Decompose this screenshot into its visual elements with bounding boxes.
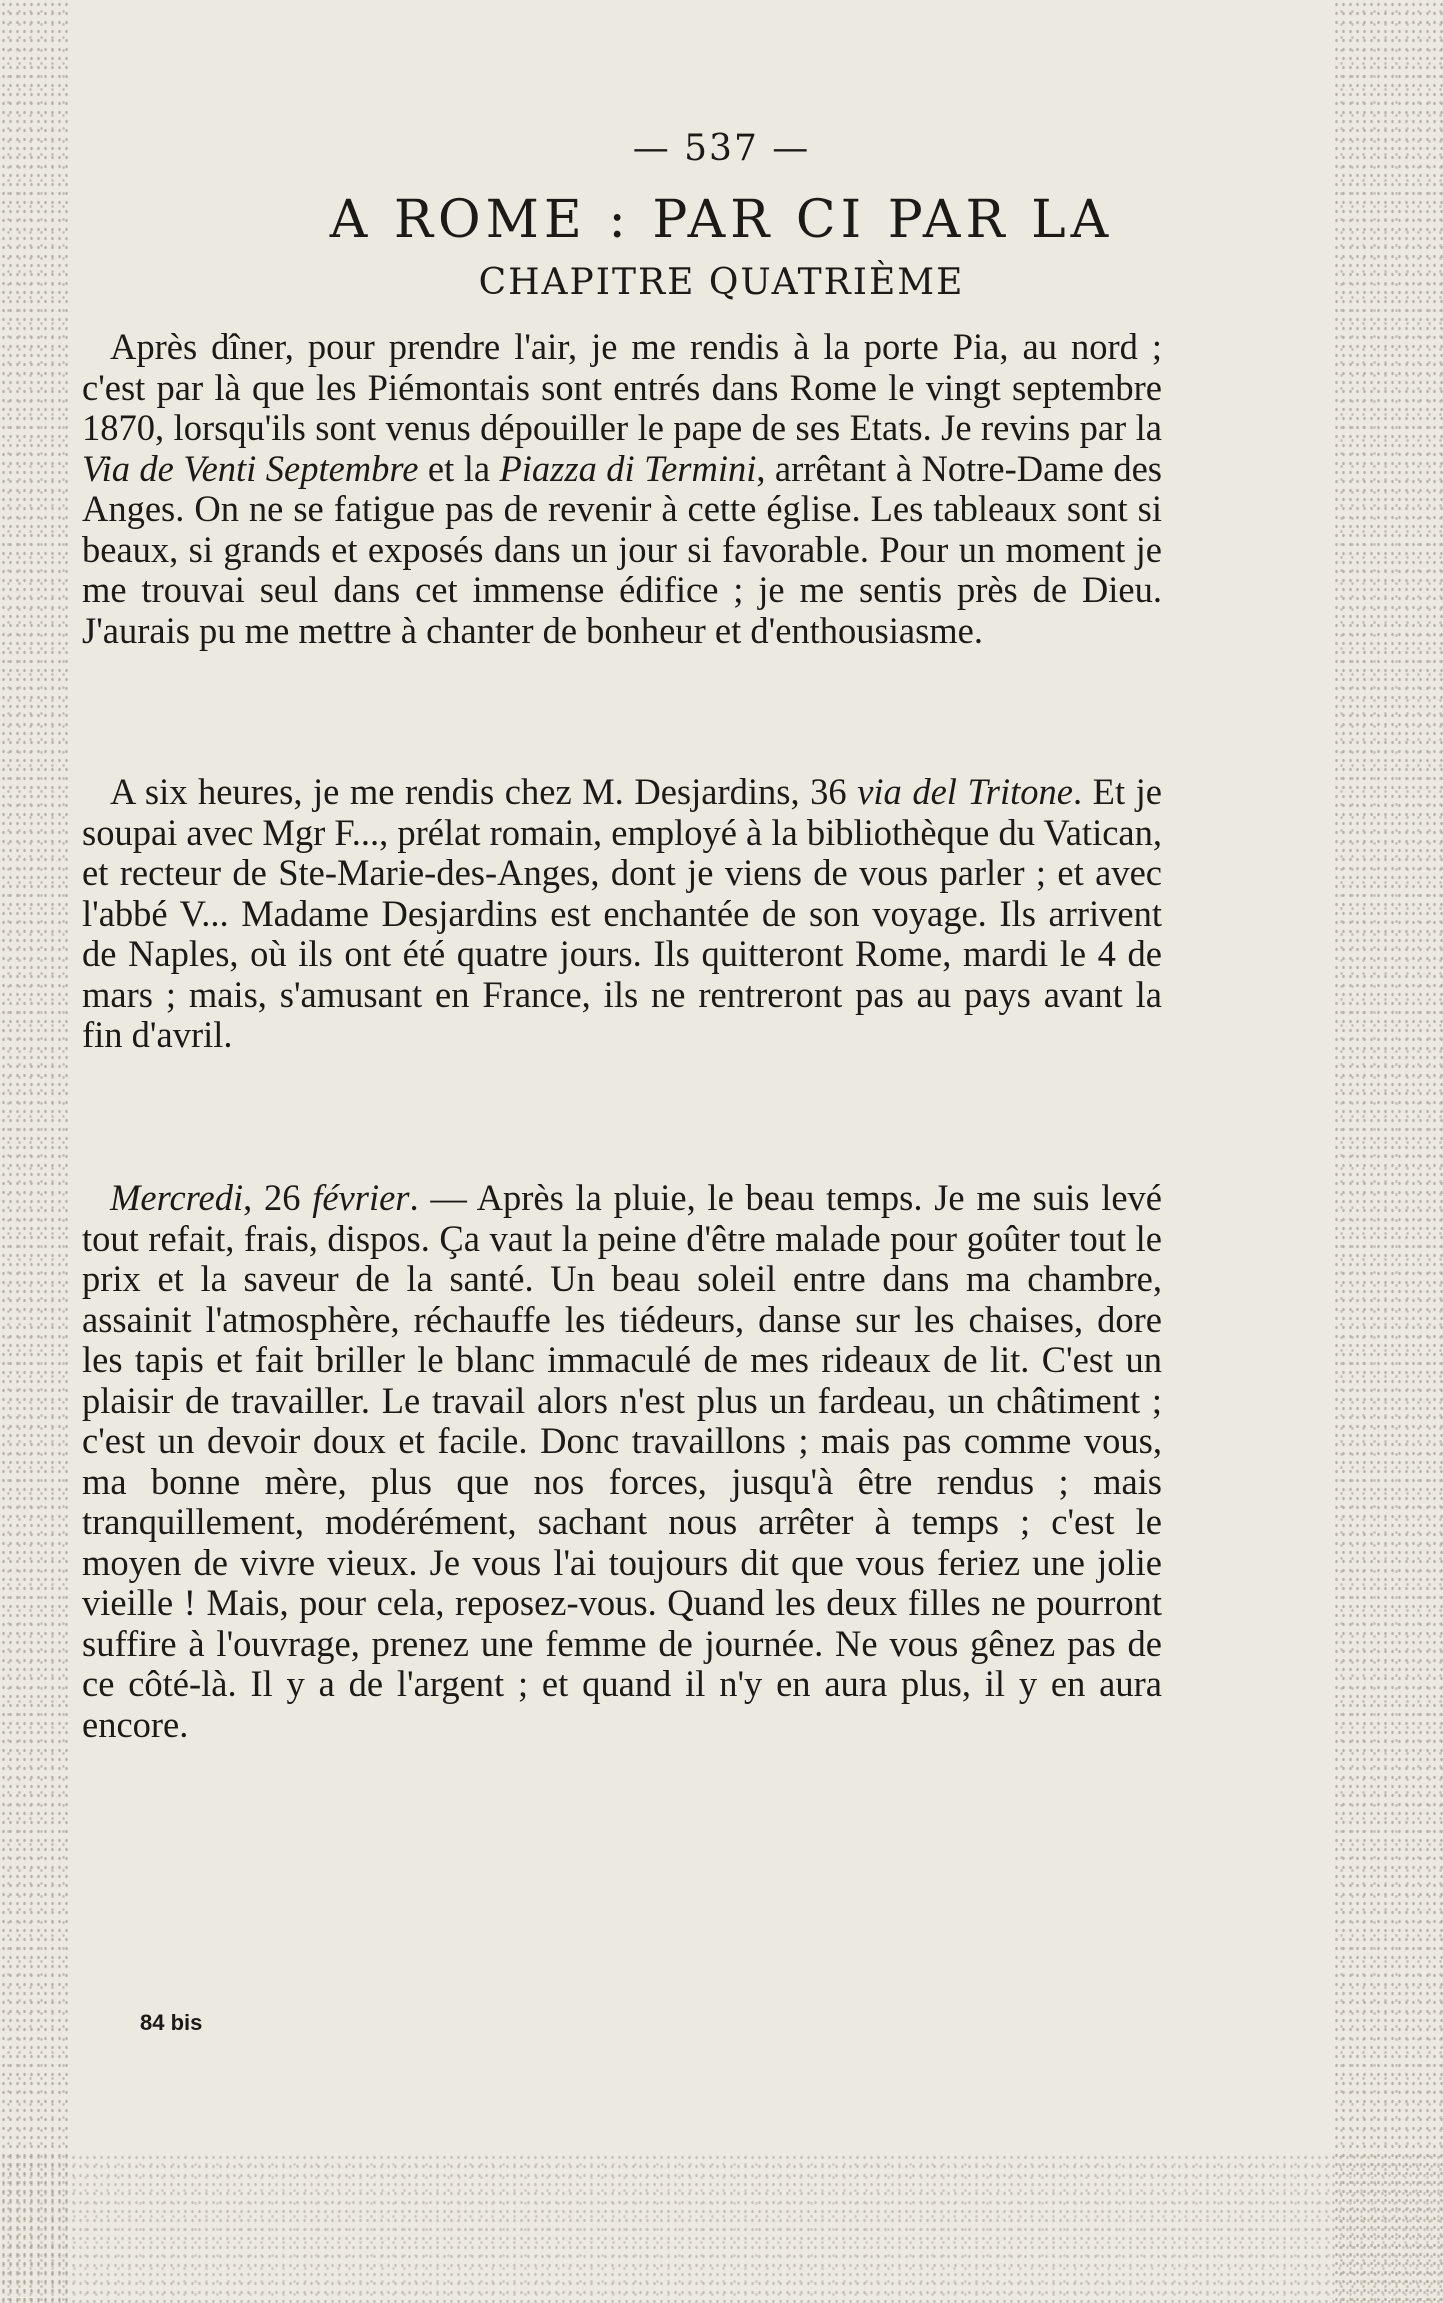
scan-noise-bottom xyxy=(0,2153,1443,2303)
italic-run: Mercredi xyxy=(110,1177,244,1218)
scan-noise-left xyxy=(0,0,70,2303)
paragraph-2 xyxy=(82,772,1162,1056)
paragraph-3 xyxy=(82,1178,1162,1745)
signature-mark: 84 bis xyxy=(140,2010,203,2035)
italic-run: février xyxy=(312,1177,410,1218)
scan-noise-right xyxy=(1333,0,1443,2303)
text-run: , arrêtant à Notre-Dame des Anges. On ne se fatigue pas de revenir à cette église. Les tableaux sont si beaux, si grands et exposés dans un jour si favorable. Pour un moment je me trouvai seul dans cet immense édifice ; je me sentis près de Dieu. J'aurais pu me mettre à chanter de bonheur et d'enthousiasme. xyxy=(82,447,1162,651)
text-run: . — Après la pluie, le beau temps. Je me suis levé tout refait, frais, dispos. Ça vaut la peine d'être malade pour goûter tout le prix et la saveur de la santé. Un beau soleil entre dans ma chambre, assainit l'atmosphère, réchauffe les tiédeurs, danse sur les chaises, dore les tapis et fait briller le blanc immaculé de mes rideaux de lit. C'est un plaisir de travailler. Le travail alors n'est plus un fardeau, un châtiment ; c'est un devoir doux et facile. Donc travaillons ; mais pas comme vous, ma bonne mère, plus que nos forces, jusqu'à être rendus ; mais tranquillement, modérément, sachant nous arrêter à temps ; c'est le moyen de vivre vieux. Je vous l'ai toujours dit que vous feriez une jolie vieille ! Mais, pour cela, reposez-vous. Quand les deux filles ne pourront suffire à l'ouvrage, prenez une femme de journée. Ne vous gênez pas de ce côté-là. Il y a de l'argent ; et quand il n'y en aura plus, il y en aura encore. xyxy=(82,1177,1163,1745)
chapter-heading: CHAPITRE QUATRIÈME xyxy=(478,262,965,303)
italic-run: via del Tritone xyxy=(857,771,1073,812)
italic-run: Via de Venti Septembre xyxy=(82,447,419,489)
page-number: — 537 — xyxy=(632,128,811,169)
text-run: . Et je soupai avec Mgr F..., prélat romain, employé à la bibliothèque du Vatican, et recteur de Ste-Marie-des-Anges, dont je viens de vous parler ; et avec l'abbé V... Madame Desjardins est enchantée de son voyage. Ils arrivent de Naples, où ils ont été quatre jours. Ils quitteront Rome, mardi le 4 de mars ; mais, s'amusant en France, ils ne rentreront pas au pays avant la fin d'avril. xyxy=(82,771,1163,1055)
text-run: Après dîner, pour prendre l'air, je me rendis à la porte Pia, au nord ; c'est par là que les Piémontais sont entrés dans Rome le vingt septembre 1870, lorsqu'ils sont venus dépouiller le pape de ses Etats. Je revins par la xyxy=(82,326,1162,448)
text-run: A six heures, je me rendis chez M. Desjardins, 36 xyxy=(110,771,858,812)
text-run: et la xyxy=(418,447,500,489)
page-title: A ROME : PAR CI PAR LA xyxy=(329,190,1114,250)
text-run: , 26 xyxy=(243,1177,313,1218)
italic-run: Piazza di Termini xyxy=(499,447,757,489)
paragraph-1 xyxy=(82,327,1162,651)
